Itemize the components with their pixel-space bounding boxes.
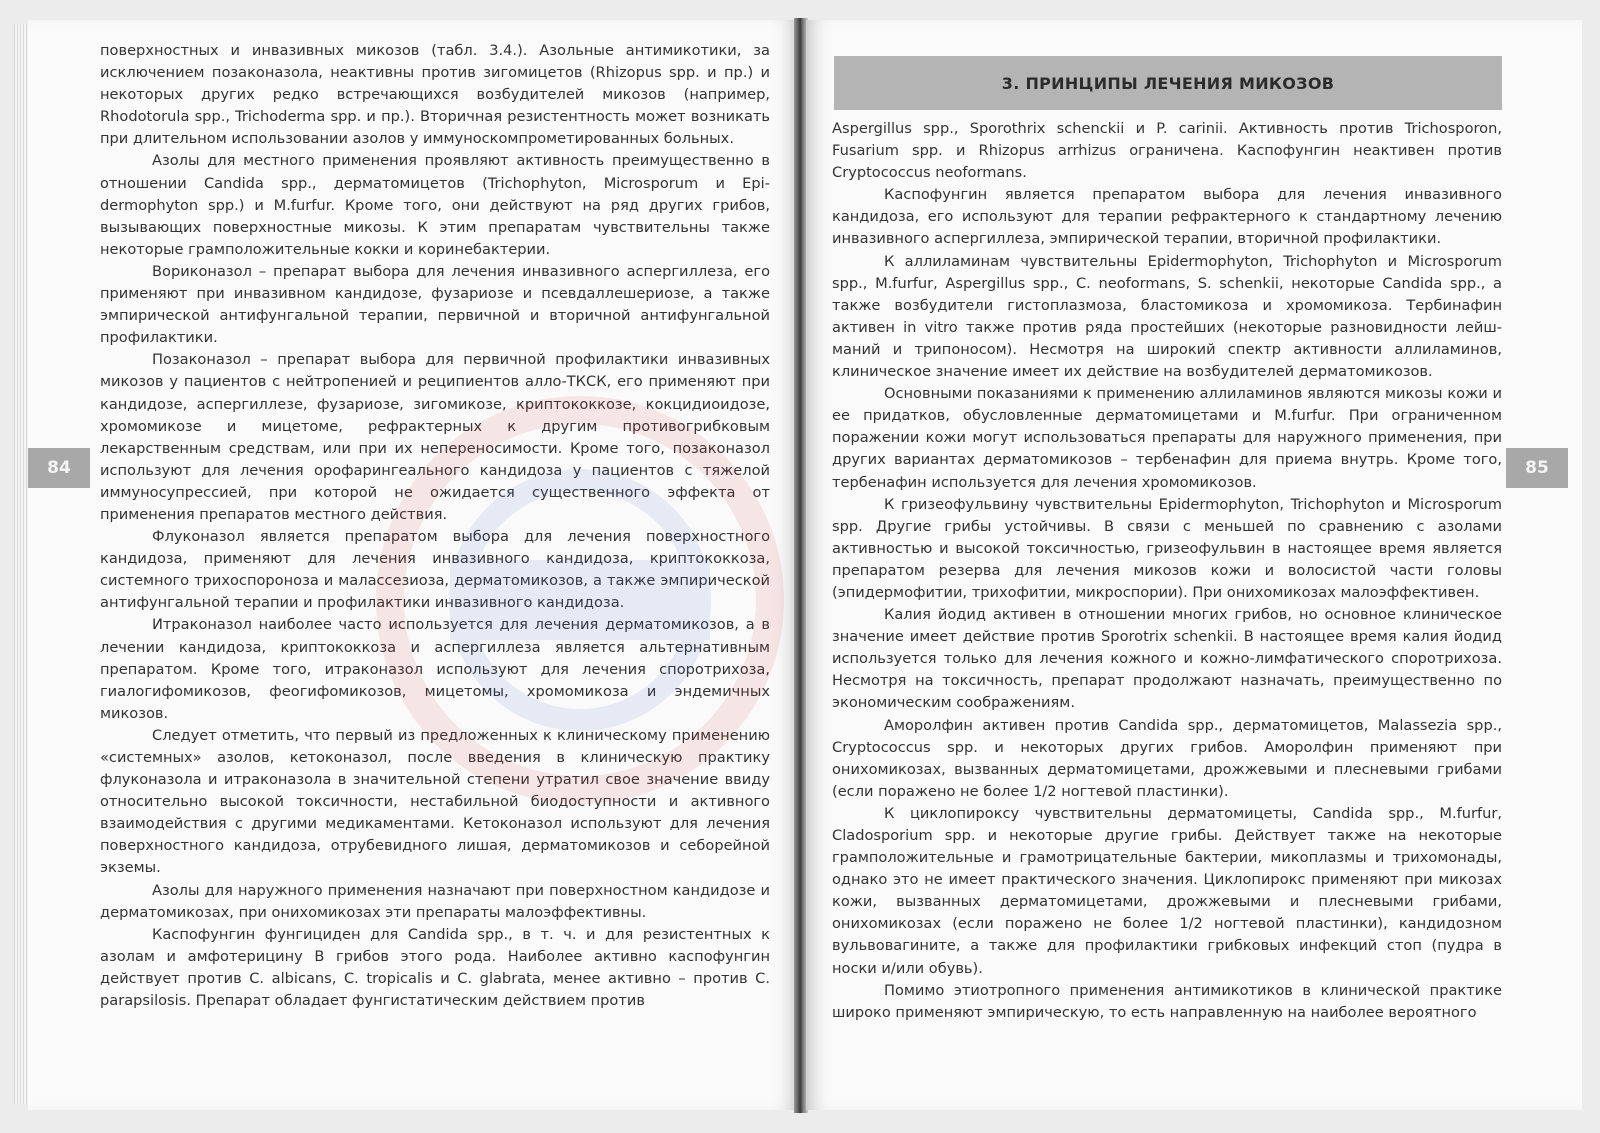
paragraph: К гризеофульвину чувствительны Epidermophyton, Trichophyton и Microsporum spp. Другие грибы устойчивы. В связи с меньшей по сравнению с азолами активностью и высокой токсичностью, гризеофульвин в настоящее время является препаратом резерва для лечения микозов кожи и волосистой части головы (эпидермофитии, трихофитии, микроспории). При онихомикозах малоэффективен.	[832, 495, 1502, 601]
paragraph: Основными показаниями к применению аллиламинов являются микозы кожи и ее придатков, обусловленные дерматомицетами и M.furfur. При ограниченном поражении кожи могут использоваться препараты для наружного применения, при других вариантах дерматомикозов – тербенафин для приема внутрь. Кроме того, тербенафин используется для лечения хромомикозов.	[832, 385, 1502, 491]
paragraph: Азолы для наружного применения назначают при поверхностном кандидозе и дерматомикозах, при онихомикозах эти препараты малоэффективны.	[100, 881, 770, 921]
paragraph: Каспофунгин является препаратом выбора для лечения инвазивного кандидоза, его используют для терапии рефрактерного к стандартному лечению инвазивного аспергиллеза, эмпирической терапии, вторичной профилактики.	[832, 186, 1502, 248]
chapter-title: 3. ПРИНЦИПЫ ЛЕЧЕНИЯ МИКОЗОВ	[1001, 73, 1335, 93]
paragraph: К циклопироксу чувствительны дерматомицеты, Candida spp., M.furfur, Cladosporium spp. и некоторые другие грибы. Действует также на некоторые грамположительные и грамотрицательные бактерии, микоплазмы и трихомонады, однако это не имеет практического значения. Циклопирокс применяют при микозах кожи, вызванных дерматомицетами, дрожжевыми и плесневыми грибами, онихомикозах (если поражено не более 1/2 ногтевой пластинки), кандидозном вульвовагините, а также для профилактики грибковых инфекций стоп (пудра в носки и/или обувь).	[832, 804, 1502, 977]
page-number-right: 85	[1506, 448, 1568, 488]
right-page-text	[832, 118, 1502, 1024]
chapter-header	[834, 56, 1502, 110]
paragraph: Флуконазол является препаратом выбора для лечения поверхностного кандидоза, применяют для лечения инвазивного кандидоза, криптококкоза, системного трихоспороноза и малассезиоза, дерматомикозов, а также эмпирической антифунгальной терапии и профилактики инвазивного кандидоза.	[100, 528, 770, 612]
paragraph: Помимо этиотропного применения антимикотиков в клинической практике широко применяют эмпирическую, то есть направленную на наиболее вероятного	[832, 981, 1502, 1021]
paragraph: Каспофунгин фунгициден для Candida spp., в т. ч. и для резистентных к азолам и амфотерицину В грибов этого рода. Наиболее активно каспофунгин действует против C. albicans, C. tropicalis и C. glabrata, менее активно – против C. parapsilosis. Препарат обладает фунгистатическим действием против	[100, 925, 770, 1010]
paragraph: Позаконазол – препарат выбора для первичной профилактики инвазивных микозов у пациентов с нейтропенией и реципиентов алло-ТКСК, его применяют при кандидозе, аспергиллезе, фузариозе, зигомикозе, криптококкозе, кокцидиоидозе, хромомикозе и мицетоме, рефрактерных к другим противогрибковым лекарственным средствам, или при их непереносимости. Кроме того, позаконазол используют для лечения орофарингеального кандидоза у пациентов с тяжелой иммуносупрессией, при которой не ожидается существенного эффекта от применения препаратов местного действия.	[100, 351, 770, 523]
paragraph: Вориконазол – препарат выбора для лечения инвазивного аспергиллеза, его применяют при инвазивном кандидозе, фузариозе и псевдаллешериозе, а также эмпирической антифунгальной терапии, первичной и вторичной антифунгальной профилактики.	[100, 262, 770, 347]
left-page	[28, 20, 798, 1110]
left-page-text	[100, 40, 770, 1012]
paragraph: Азолы для местного применения проявляют активность преимущественно в отношении Candida spp., дерматомицетов (Trichophyton, Microsporum и Epidermophyton spp.) и M.furfur. Кроме того, они действуют на ряд других грибов, вызывающих поверхностные микозы. К этим препаратам чувствительны также некоторые грамположительные кокки и коринебактерии.	[100, 152, 770, 258]
paragraph: Итраконазол наиболее часто используется для лечения дерматомикозов, а в лечении кандидоза, криптококкоза и аспергиллеза является альтернативным препаратом. Кроме того, итраконазол используют для лечения споротрихоза, гиалогифомикозов, феогифомикозов, мицетомы, хромомикоза и эндемичных микозов.	[100, 616, 770, 722]
paragraph: Аморолфин активен против Candida spp., дерматомицетов, Malassezia spp., Cryptococcus spp. и некоторых других грибов. Аморолфин применяют при онихомикозах, вызванных дерматомицетами, дрожжевыми и плесневыми грибами (если поражено не более 1/2 ногтевой пластинки).	[832, 716, 1502, 800]
paragraph: поверхностных и инвазивных микозов (табл. 3.4.). Азольные антимикотики, за исключением позаконазола, неактивны против зигомицетов (Rhizopus spp. и пр.) и некоторых других редко встречающихся возбудителей микозов (например, Rhodotorula spp., Trichoderma spp. и пр.). Вторичная резистентность может возникать при длительном использовании азолов у иммуноскомпрометированных больных.	[100, 42, 770, 148]
paragraph: Aspergillus spp., Sporothrix schenckii и P. carinii. Активность против Trichosporon, Fusarium spp. и Rhizopus arrhizus ограничена. Каспофунгин неактивен против Cryptococcus neoformans.	[832, 120, 1502, 182]
right-page	[806, 20, 1582, 1110]
paragraph: Следует отметить, что первый из предложенных к клиническому применению «системных» азолов, кетоконазол, после введения в клиническую практику флуконазола и итраконазола в значительной степени утратил свое значение ввиду относительно высокой токсичности, нестабильной биодоступности и активного взаимодействия с другими медикаментами. Кетоконазол используют для лечения поверхностного кандидоза, отрубевидного лишая, дерматомикозов и себорейной экземы.	[100, 726, 770, 877]
paragraph: Калия йодид активен в отношении многих грибов, но основное клиническое значение имеет действие против Sporotrix schenkii. В настоящее время калия йодид используется только для лечения кожного и кожно-лимфатического споротрихоза. Несмотря на токсичность, препарат продолжают назначать, преимущественно по экономическим соображениям.	[832, 606, 1502, 712]
paragraph: К аллиламинам чувствительны Epidermophyton, Trichophyton и Microsporum spp., M.furfur, Aspergillus spp., C. neoformans, S. schenkii, некоторые Candida spp., а также возбудители гистоплазмоза, бластомикоза и хромомикоза. Тербинафин активен in vitro также против ряда простейших (некоторые разновидности лейшманий и трипоносом). Несмотря на широкий спектр активности аллиламинов, клиническое значение имеет их действие на возбудителей дерматомикозов.	[832, 252, 1502, 381]
page-number-left: 84	[28, 448, 90, 488]
